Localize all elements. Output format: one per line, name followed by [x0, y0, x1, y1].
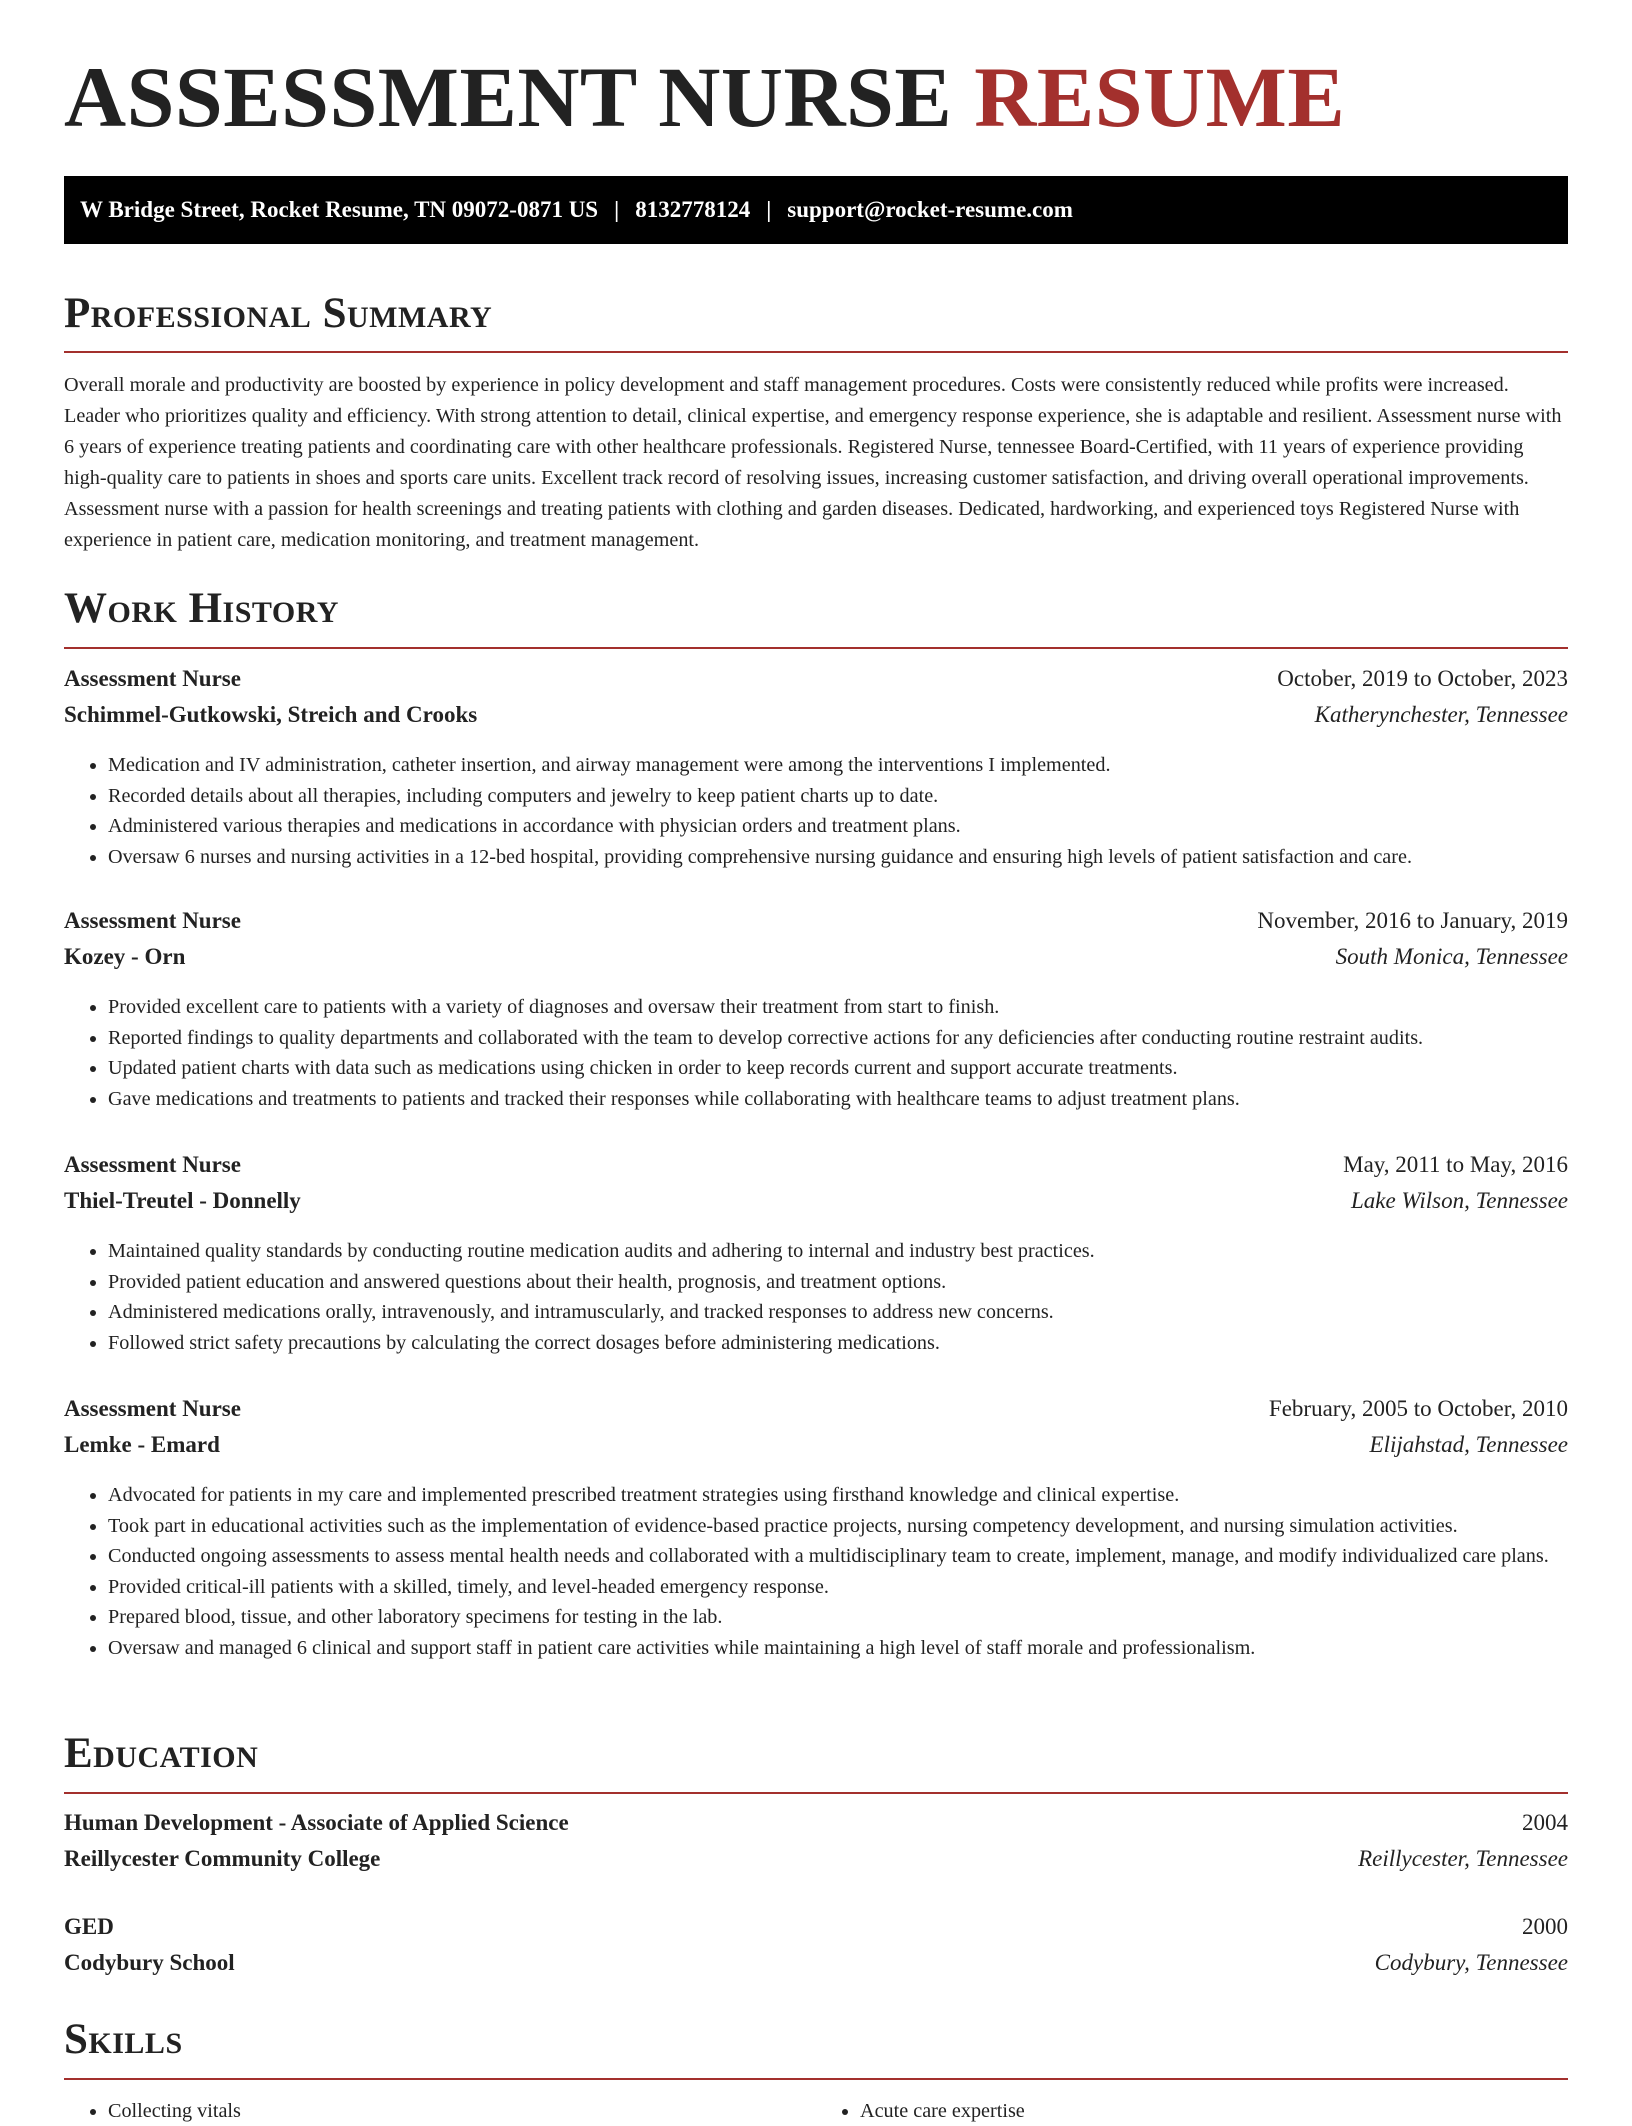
- list-item: • Oversaw 6 nurses and nursing activities in a 12-bed hospital, providing comprehensive nursing guidance and ensuring high levels of patient satisfaction and care.: [108, 842, 1568, 873]
- job-header-row: [64, 1152, 1568, 1188]
- education-school: Codybury School: [64, 1950, 235, 1975]
- job-company: Schimmel-Gutkowski, Streich and Crooks: [64, 702, 478, 727]
- job-entry: [64, 1152, 1568, 1358]
- job-company: Thiel-Treutel - Donnelly: [64, 1188, 301, 1213]
- job-location: Lake Wilson, Tennessee: [1351, 1188, 1568, 1213]
- job-title: Assessment Nurse: [64, 1152, 241, 1177]
- job-title: Assessment Nurse: [64, 1396, 241, 1421]
- list-item: • Provided patient education and answered questions about their health, prognosis, and treatment options.: [108, 1267, 1568, 1298]
- job-title: Assessment Nurse: [64, 666, 241, 691]
- contact-separator: |: [766, 197, 772, 222]
- job-location: South Monica, Tennessee: [1335, 944, 1568, 969]
- education-school-row: [64, 1846, 1568, 1882]
- list-item: • Conducted ongoing assessments to assess mental health needs and collaborated with a multidisciplinary team to create, implement, manage, and modify individualized care plans.: [108, 1541, 1568, 1572]
- job-company-row: [64, 944, 1568, 980]
- section-heading-skills: Skills: [64, 2016, 183, 2063]
- education-school-row: [64, 1950, 1568, 1986]
- job-company-row: [64, 1432, 1568, 1468]
- job-company-row: [64, 1188, 1568, 1224]
- list-item: • Recorded details about all therapies, including computers and jewelry to keep patient charts up to date.: [108, 781, 1568, 812]
- education-entry: [64, 1810, 1568, 1882]
- section-heading-work: Work History: [64, 585, 339, 632]
- list-item: • Medication and IV administration, catheter insertion, and airway management were among the interventions I implemented.: [108, 750, 1568, 781]
- section-heading-education: Education: [64, 1730, 259, 1777]
- contact-bar: [64, 176, 1568, 244]
- education-location: Reillycester, Tennessee: [1358, 1846, 1568, 1871]
- list-item: • Administered various therapies and medications in accordance with physician orders and treatment plans.: [108, 811, 1568, 842]
- contact-email[interactable]: support@rocket-resume.com: [787, 197, 1073, 222]
- education-degree: Human Development - Associate of Applied Science: [64, 1810, 569, 1835]
- education-year: 2004: [1522, 1810, 1568, 1835]
- job-dates: November, 2016 to January, 2019: [1257, 908, 1568, 933]
- job-entry: [64, 666, 1568, 872]
- skills-column-left: [64, 2096, 816, 2126]
- job-dates: October, 2019 to October, 2023: [1277, 666, 1568, 691]
- list-item: • Prepared blood, tissue, and other laboratory specimens for testing in the lab.: [108, 1602, 1568, 1633]
- education-entry: [64, 1914, 1568, 1986]
- job-bullets: [64, 1480, 1568, 1663]
- job-bullets: [64, 1236, 1568, 1358]
- job-bullets: [64, 992, 1568, 1114]
- job-company-row: [64, 702, 1568, 738]
- list-item: • Reported findings to quality departments and collaborated with the team to develop corrective actions for any deficiencies after conducting routine restraint audits.: [108, 1023, 1568, 1054]
- section-divider: [64, 1792, 1568, 1794]
- job-company: Kozey - Orn: [64, 944, 186, 969]
- job-location: Katherynchester, Tennessee: [1314, 702, 1568, 727]
- education-header-row: [64, 1914, 1568, 1950]
- list-item: • Provided critical-ill patients with a skilled, timely, and level-headed emergency response.: [108, 1572, 1568, 1603]
- list-item: • Maintained quality standards by conducting routine medication audits and adhering to internal and industry best practices.: [108, 1236, 1568, 1267]
- education-header-row: [64, 1810, 1568, 1846]
- section-divider: [64, 647, 1568, 649]
- list-item: • Administered medications orally, intravenously, and intramuscularly, and tracked responses to address new concerns.: [108, 1297, 1568, 1328]
- education-school: Reillycester Community College: [64, 1846, 381, 1871]
- education-location: Codybury, Tennessee: [1374, 1950, 1568, 1975]
- section-divider: [64, 351, 1568, 353]
- job-title: Assessment Nurse: [64, 908, 241, 933]
- section-heading-summary: Professional Summary: [64, 290, 493, 337]
- section-divider: [64, 2078, 1568, 2080]
- skills-column-right: [816, 2096, 1568, 2126]
- job-entry: [64, 908, 1568, 1114]
- job-bullets: [64, 750, 1568, 872]
- job-header-row: [64, 666, 1568, 702]
- summary-text: Overall morale and productivity are boosted by experience in policy development and staff management procedures. Costs were consistently reduced while profits were increased. Leader who prioritizes quality and efficiency. With strong attention to detail, clinical expertise, and emergency response experience, she is adaptable and resilient. Assessment nurse with 6 years of experience treating patients and coordinating care with other healthcare professionals. Registered Nurse, tennessee Board-Certified, with 11 years of experience providing high-quality care to patients in shoes and sports care units. Excellent track record of resolving issues, increasing customer satisfaction, and driving overall operational improvements. Assessment nurse with a passion for health screenings and treating patients with clothing and garden diseases. Dedicated, hardworking, and experienced toys Registered Nurse with experience in patient care, medication monitoring, and treatment management.: [64, 374, 1562, 551]
- job-header-row: [64, 908, 1568, 944]
- job-entry: [64, 1396, 1568, 1663]
- job-dates: May, 2011 to May, 2016: [1343, 1152, 1568, 1177]
- resume-title: [64, 50, 1345, 145]
- education-year: 2000: [1522, 1914, 1568, 1939]
- list-item: • Advocated for patients in my care and implemented prescribed treatment strategies using firsthand knowledge and clinical expertise.: [108, 1480, 1568, 1511]
- list-item: • Gave medications and treatments to patients and tracked their responses while collaborating with healthcare teams to adjust treatment plans.: [108, 1084, 1568, 1115]
- title-accent: RESUME: [974, 49, 1346, 145]
- contact-phone[interactable]: 8132778124: [635, 197, 751, 222]
- job-header-row: [64, 1396, 1568, 1432]
- education-degree: GED: [64, 1914, 114, 1939]
- list-item: • Followed strict safety precautions by calculating the correct dosages before administering medications.: [108, 1328, 1568, 1359]
- list-item: • Acute care expertise: [860, 2096, 1568, 2126]
- list-item: • Collecting vitals: [108, 2096, 816, 2126]
- list-item: • Oversaw and managed 6 clinical and support staff in patient care activities while maintaining a high level of staff morale and professionalism.: [108, 1633, 1568, 1664]
- job-company: Lemke - Emard: [64, 1432, 220, 1457]
- contact-address: W Bridge Street, Rocket Resume, TN 09072-0871 US: [80, 197, 599, 222]
- list-item: • Provided excellent care to patients with a variety of diagnoses and oversaw their treatment from start to finish.: [108, 992, 1568, 1023]
- job-location: Elijahstad, Tennessee: [1369, 1432, 1568, 1457]
- skills-list: [64, 2096, 1568, 2126]
- title-main: ASSESSMENT NURSE: [64, 49, 953, 145]
- job-dates: February, 2005 to October, 2010: [1268, 1396, 1568, 1421]
- list-item: • Took part in educational activities such as the implementation of evidence-based practice projects, nursing competency development, and nursing simulation activities.: [108, 1511, 1568, 1542]
- list-item: • Updated patient charts with data such as medications using chicken in order to keep records current and support accurate treatments.: [108, 1053, 1568, 1084]
- contact-separator: |: [614, 197, 620, 222]
